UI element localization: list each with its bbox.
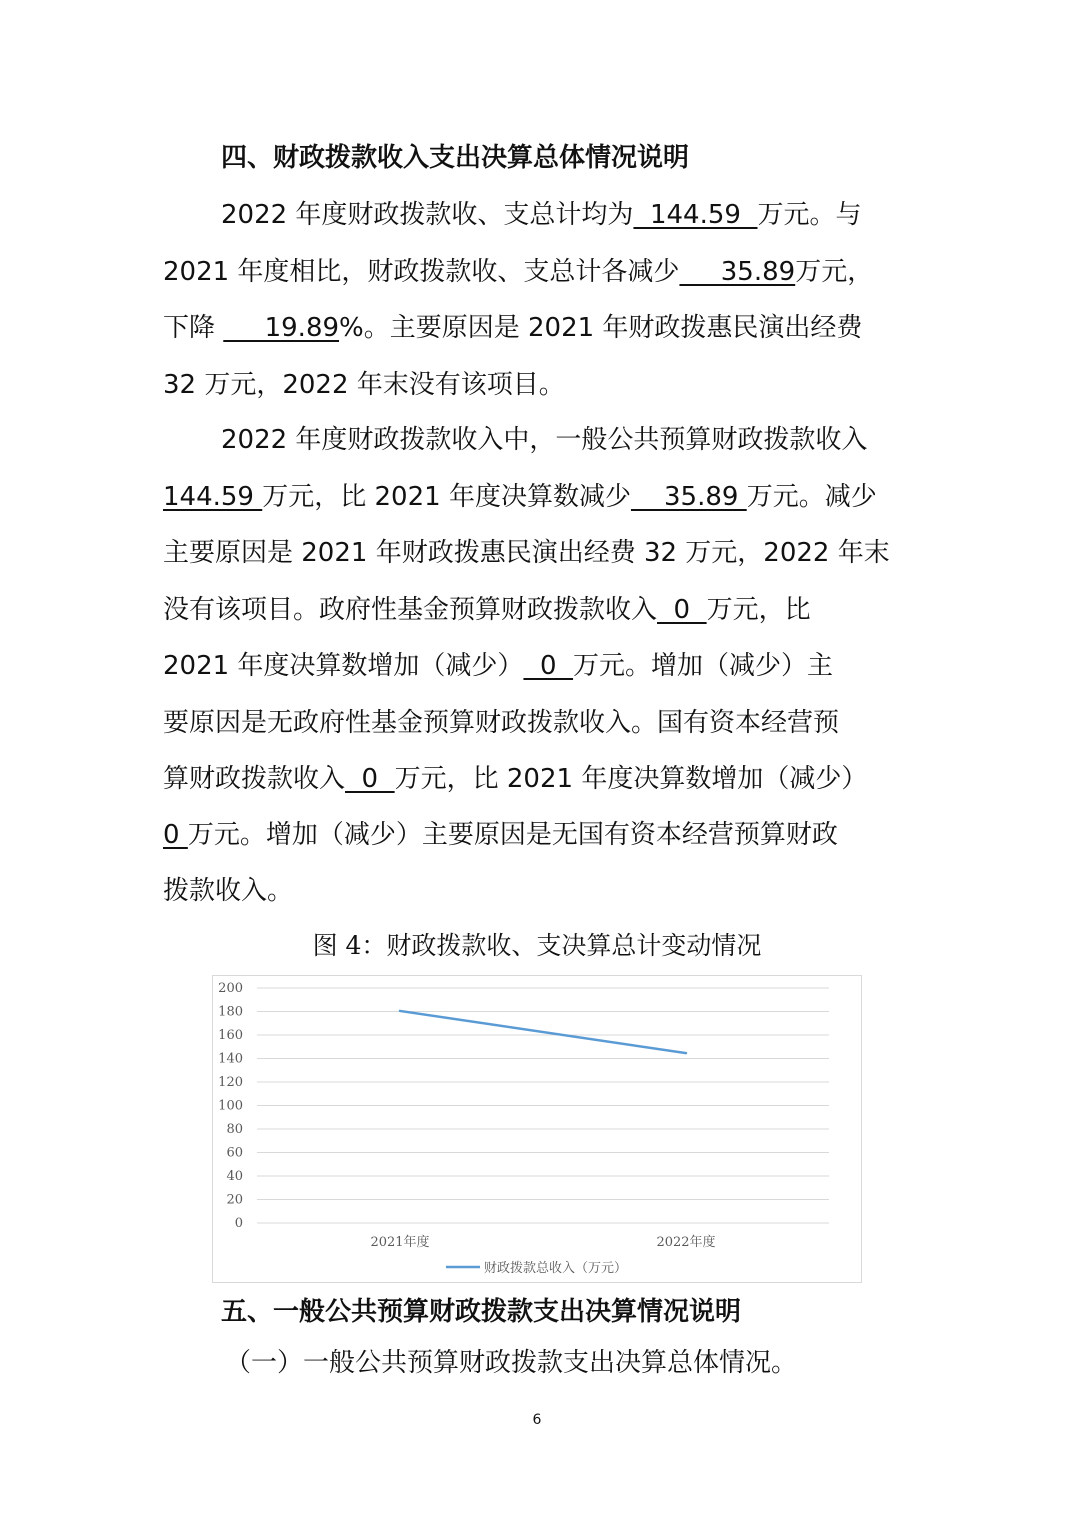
y-tick-label: 60 <box>226 1145 243 1161</box>
y-tick-label: 180 <box>218 1004 243 1020</box>
y-tick-label: 100 <box>218 1098 243 1114</box>
y-tick-label: 160 <box>218 1028 243 1043</box>
paragraph1-line2: 2021 年度相比，财政拨款收、支总计各减少 35.89万元， <box>163 257 874 287</box>
page-number: 6 <box>532 1412 542 1428</box>
chart-canvas <box>213 976 863 1284</box>
y-tick-label: 140 <box>218 1051 243 1067</box>
x-tick-label: 2021年度 <box>370 1235 430 1250</box>
x-tick-label: 2022年度 <box>656 1235 716 1250</box>
section5-subheading: （一）一般公共预算财政拨款支出决算总体情况。 <box>225 1348 798 1378</box>
paragraph2-line4: 没有该项目。政府性基金预算财政拨款收入 0 万元，比 <box>163 595 811 625</box>
line-chart <box>212 975 862 1283</box>
legend-label: 财政拨款总收入（万元） <box>484 1261 628 1276</box>
paragraph2-line6: 要原因是无政府性基金预算财政拨款收入。国有资本经营预 <box>163 708 840 738</box>
y-tick-label: 120 <box>218 1075 243 1090</box>
y-tick-label: 40 <box>226 1169 243 1184</box>
y-tick-label: 200 <box>218 981 243 996</box>
paragraph2-line3: 主要原因是 2021 年财政拨惠民演出经费 32 万元，2022 年末 <box>163 538 890 568</box>
paragraph2-line8: 0 万元。增加（减少）主要原因是无国有资本经营预算财政 <box>163 820 838 850</box>
figure-caption: 图 4：财政拨款收、支决算总计变动情况 <box>312 931 762 960</box>
paragraph2-line7: 算财政拨款收入 0 万元，比 2021 年度决算数增加（减少） <box>163 764 868 794</box>
paragraph2-line2: 144.59 万元，比 2021 年度决算数减少 35.89 万元。减少 <box>163 482 877 512</box>
series-line <box>400 1011 686 1053</box>
y-tick-label: 20 <box>226 1192 243 1208</box>
section4-heading: 四、财政拨款收入支出决算总体情况说明 <box>221 143 690 173</box>
section5-heading: 五、一般公共预算财政拨款支出决算情况说明 <box>221 1297 742 1327</box>
paragraph1-line1: 2022 年度财政拨款收、支总计均为 144.59 万元。与 <box>221 200 862 230</box>
y-tick-label: 0 <box>234 1216 243 1231</box>
paragraph2-line9: 拨款收入。 <box>163 876 294 906</box>
paragraph1-line4: 32 万元，2022 年末没有该项目。 <box>163 370 565 400</box>
paragraph2-line1: 2022 年度财政拨款收入中，一般公共预算财政拨款收入 <box>221 425 868 455</box>
y-tick-label: 80 <box>226 1122 243 1137</box>
paragraph1-line3: 下降 19.89%。主要原因是 2021 年财政拨惠民演出经费 <box>163 313 863 343</box>
paragraph2-line5: 2021 年度决算数增加（减少） 0 万元。增加（减少）主 <box>163 651 834 681</box>
